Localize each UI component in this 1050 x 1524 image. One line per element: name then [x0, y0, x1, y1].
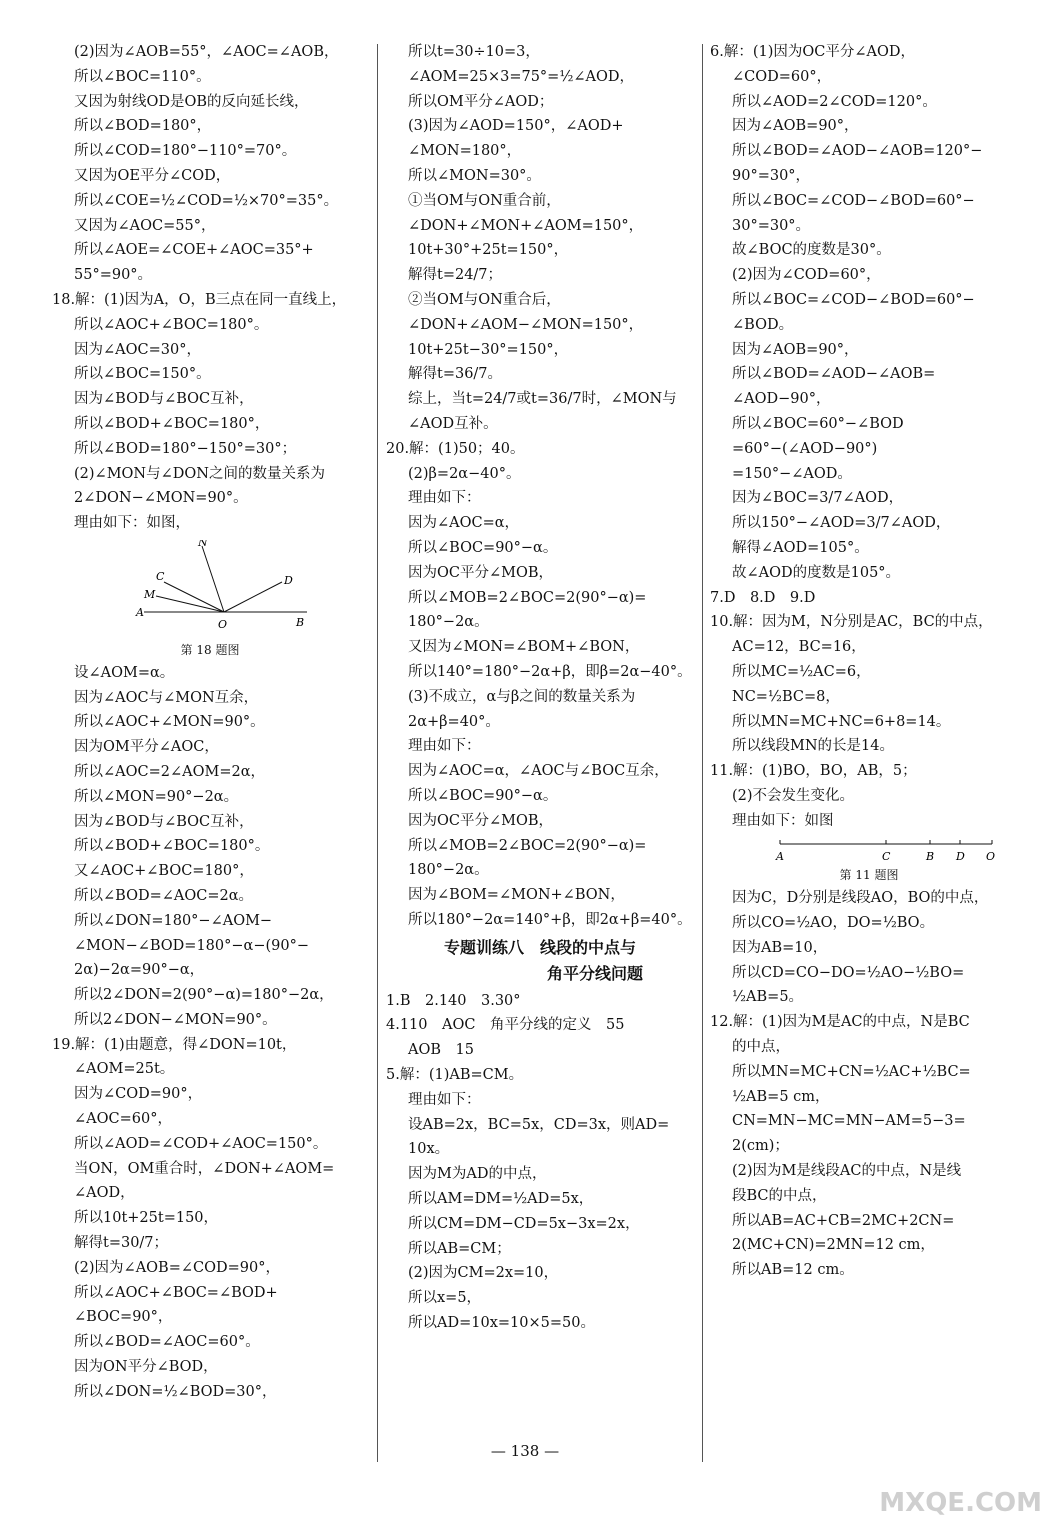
text-line: ∠DON+∠AOM−∠MON=150°， — [408, 316, 644, 333]
text-line: ∠AOM=25t。 — [74, 1061, 175, 1078]
text-line: (2)因为∠COD=60°， — [732, 267, 881, 284]
text-line: 10t+30°+25t=150°， — [408, 242, 569, 259]
fig18-label-c: C — [156, 569, 165, 583]
text-line: 所以AM=DM=½AD=5x， — [408, 1191, 594, 1208]
figure-18-caption: 第 18 题图 — [180, 642, 240, 657]
text-line: 又因为射线OD是OB的反向延长线， — [74, 93, 309, 110]
text-line: 故∠AOD的度数是105°。 — [732, 564, 901, 581]
text-line: 因为∠AOC=30°， — [74, 341, 201, 358]
text-line: 所以∠BOD+∠BOC=180°。 — [74, 838, 270, 855]
text-line: 因为∠AOC=α，∠AOC与∠BOC互余， — [408, 763, 669, 780]
text-line: 因为M为AD的中点， — [408, 1166, 547, 1183]
text-line: 所以MN=MC+NC=6+8=14。 — [732, 713, 951, 730]
text-line: 所以∠AOC+∠BOC=∠BOD+ — [74, 1284, 278, 1301]
text-line: 所以∠BOC=110°。 — [74, 68, 211, 85]
text-line: 4.110 AOC 角平分线的定义 55 — [386, 1017, 625, 1034]
text-line: 所以x=5， — [408, 1290, 482, 1307]
section-heading — [386, 935, 694, 987]
watermark: MXQE.COM — [879, 1488, 1042, 1518]
text-line: ∠AOD， — [74, 1185, 135, 1202]
text-line: ∠MON=180°， — [408, 143, 522, 160]
fig18-label-m: M — [144, 587, 156, 601]
text-line: 所以MC=½AC=6， — [732, 663, 871, 680]
fig18-label-a: A — [136, 605, 144, 619]
text-line: 所以∠MON=30°。 — [408, 167, 541, 184]
text-line: 解得∠AOD=105°。 — [732, 539, 869, 556]
text-line: 11.解：(1)BO，BO，AB，5； — [710, 763, 917, 780]
text-line: 10.解：因为M，N分别是AC，BC的中点， — [710, 614, 993, 631]
text-line: 2(cm)； — [732, 1138, 789, 1155]
text-line: 55°=90°。 — [74, 267, 153, 284]
text-line: 因为ON平分∠BOD， — [74, 1359, 218, 1376]
text-line: 所以∠BOD+∠BOC=180°， — [74, 415, 270, 432]
text-line: NC=½BC=8， — [732, 688, 840, 705]
column-middle — [386, 40, 694, 1336]
column-left — [52, 40, 368, 1405]
text-line: 所以∠AOE=∠COE+∠AOC=35°+ — [74, 242, 314, 259]
text-line: 所以∠BOD=∠AOD−∠AOB= — [732, 366, 936, 383]
text-line: 所以10t+25t=150， — [74, 1210, 219, 1227]
text-line: 2∠DON−∠MON=90°。 — [74, 490, 248, 507]
col1b-text — [52, 661, 368, 1405]
text-line: 7.D 8.D 9.D — [710, 589, 816, 606]
text-line: 所以∠AOD=2∠COD=120°。 — [732, 93, 937, 110]
text-line: 设AB=2x，BC=5x，CD=3x，则AD= — [408, 1116, 670, 1133]
text-line: ∠AOM=25×3=75°=½∠AOD， — [408, 68, 635, 85]
fig11-label-a: A — [776, 849, 784, 863]
text-line: ∠AOD互补。 — [408, 415, 498, 432]
text-line: (2)因为∠AOB=∠COD=90°， — [74, 1259, 280, 1276]
text-line: 所以CM=DM−CD=5x−3x=2x， — [408, 1215, 640, 1232]
text-line: 所以OM平分∠AOD； — [408, 93, 554, 110]
fig11-label-d: D — [956, 849, 965, 863]
text-line: 所以MN=MC+CN=½AC+½BC= — [732, 1063, 971, 1080]
fig18-label-d: D — [284, 573, 293, 587]
text-line: 所以∠MOB=2∠BOC=2(90°−α)= — [408, 837, 647, 854]
text-line: 所以∠AOD=∠COD+∠AOC=150°。 — [74, 1135, 328, 1152]
text-line: 因为∠BOC=3/7∠AOD， — [732, 490, 904, 507]
text-line: 所以∠DON=½∠BOD=30°， — [74, 1383, 277, 1400]
text-line: ∠BOD。 — [732, 316, 794, 333]
text-line: 18.解：(1)因为A，O，B三点在同一直线上， — [52, 291, 347, 308]
figure-11-caption: 第 11 题图 — [839, 868, 899, 883]
text-line: =60°−(∠AOD−90°) — [732, 440, 878, 457]
text-line: 所以AB=CM； — [408, 1240, 511, 1257]
text-line: 又因为∠AOC=55°， — [74, 217, 216, 234]
text-line: 所以CO=½AO，DO=½BO。 — [732, 915, 935, 932]
text-line: 90°=30°， — [732, 167, 811, 184]
text-line: 所以AD=10x=10×5=50。 — [408, 1315, 595, 1332]
text-line: (2)∠MON与∠DON之间的数量关系为 — [74, 465, 325, 482]
text-line: 解得t=36/7。 — [408, 366, 503, 383]
text-line: 所以∠MON=90°−2α。 — [74, 788, 239, 805]
fig18-label-n: N — [198, 539, 208, 549]
fig11-label-o: O — [986, 849, 996, 863]
text-line: 所以∠BOC=90°−α。 — [408, 539, 558, 556]
text-line: 所以∠DON=180°−∠AOM− — [74, 912, 273, 929]
text-line: (3)不成立，α与β之间的数量关系为 — [408, 688, 636, 705]
text-line: 因为AB=10， — [732, 939, 828, 956]
text-line: 因为∠COD=90°， — [74, 1086, 203, 1103]
text-line: 2α+β=40°。 — [408, 713, 500, 730]
col3b-text — [710, 886, 1028, 1283]
column-divider-2 — [702, 44, 703, 1462]
text-line: CN=MN−MC=MN−AM=5−3= — [732, 1113, 966, 1130]
text-line: 19.解：(1)由题意，得∠DON=10t， — [52, 1036, 297, 1053]
text-line: 当ON，OM重合时，∠DON+∠AOM= — [74, 1160, 335, 1177]
figure-18-diagram — [52, 540, 368, 632]
text-line: 解得t=24/7； — [408, 267, 503, 284]
text-line: 因为∠AOB=90°， — [732, 341, 859, 358]
text-line: 因为∠BOM=∠MON+∠BON， — [408, 887, 625, 904]
fig18-label-o: O — [218, 617, 228, 631]
text-line: 所以AB=AC+CB=2MC+2CN= — [732, 1212, 955, 1229]
text-line: 又∠AOC+∠BOC=180°， — [74, 863, 254, 880]
fig11-label-c: C — [882, 849, 891, 863]
text-line: ∠AOC=60°， — [74, 1111, 172, 1128]
text-line: 所以∠BOD=180°， — [74, 118, 212, 135]
figure-11-diagram — [710, 838, 1028, 868]
text-line: 1.B 2.140 3.30° — [386, 992, 521, 1009]
text-line: 因为∠AOB=90°， — [732, 118, 859, 135]
text-line: 所以150°−∠AOD=3/7∠AOD， — [732, 515, 951, 532]
text-line: 所以t=30÷10=3， — [408, 44, 540, 60]
col2-text — [386, 40, 694, 933]
text-line: 因为∠AOC与∠MON互余， — [74, 689, 259, 706]
column-divider-1 — [377, 44, 378, 1462]
text-line: 所以∠BOD=∠AOC=60°。 — [74, 1334, 260, 1351]
text-line: AC=12，BC=16， — [732, 639, 866, 656]
text-line: (2)因为CM=2x=10， — [408, 1265, 559, 1282]
text-line: 6.解：(1)因为OC平分∠AOD， — [710, 44, 915, 60]
text-line: 段BC的中点， — [732, 1187, 827, 1204]
text-line: 2α)−2α=90°−α， — [74, 962, 205, 979]
text-line: 因为C，D分别是线段AO，BO的中点， — [732, 890, 989, 907]
text-line: 因为OC平分∠MOB， — [408, 564, 554, 581]
text-line: =150°−∠AOD。 — [732, 465, 852, 482]
text-line: (3)因为∠AOD=150°，∠AOD+ — [408, 118, 624, 135]
text-line: 故∠BOC的度数是30°。 — [732, 242, 891, 259]
text-line: 所以∠AOC=2∠AOM=2α， — [74, 763, 265, 780]
col3-text — [710, 40, 1028, 834]
text-line: 所以∠COD=180°−110°=70°。 — [74, 143, 297, 160]
text-line: 所以线段MN的长是14。 — [732, 738, 894, 755]
page-number: — 138 — — [490, 1442, 560, 1460]
text-line: ½AB=5。 — [732, 989, 804, 1006]
text-line: 设∠AOM=α。 — [74, 664, 175, 681]
text-line: 综上，当t=24/7或t=36/7时，∠MON与 — [408, 391, 677, 408]
text-line: 所以∠MOB=2∠BOC=2(90°−α)= — [408, 589, 647, 606]
figure-11 — [710, 838, 1028, 885]
text-line: 所以AB=12 cm。 — [732, 1262, 854, 1279]
text-line: 解得t=30/7； — [74, 1235, 169, 1252]
text-line: 180°−2α。 — [408, 614, 489, 631]
text-line: 因为OC平分∠MOB， — [408, 812, 554, 829]
text-line: 所以∠BOC=∠COD−∠BOD=60°− — [732, 291, 975, 308]
text-line: (2)β=2α−40°。 — [408, 465, 521, 482]
text-line: 理由如下：如图 — [732, 812, 834, 829]
text-line: (2)不会发生变化。 — [732, 787, 855, 804]
text-line: 所以∠COE=½∠COD=½×70°=35°。 — [74, 192, 339, 209]
text-line: 理由如下： — [408, 738, 481, 755]
text-line: 12.解：(1)因为M是AC的中点，N是BC — [710, 1014, 970, 1031]
text-line: 所以∠BOD=∠AOC=2α。 — [74, 887, 254, 904]
text-line: 所以140°=180°−2α+β，即β=2α−40°。 — [408, 663, 692, 680]
text-line: 5.解：(1)AB=CM。 — [386, 1067, 524, 1084]
text-line: 10x。 — [408, 1141, 450, 1158]
text-line: 所以∠BOC=90°−α。 — [408, 787, 558, 804]
text-line: 所以∠AOC+∠BOC=180°。 — [74, 316, 269, 333]
text-line: ∠COD=60°， — [732, 68, 832, 85]
text-line: ∠BOC=90°， — [74, 1309, 173, 1326]
text-line: ∠MON−∠BOD=180°−α−(90°− — [74, 937, 309, 954]
text-line: 理由如下： — [408, 1091, 481, 1108]
text-line: 所以2∠DON=2(90°−α)=180°−2α， — [74, 987, 334, 1004]
text-line: 因为OM平分∠AOC， — [74, 739, 219, 756]
text-line: 所以CD=CO−DO=½AO−½BO= — [732, 964, 965, 981]
figure-18 — [52, 540, 368, 659]
text-line: ½AB=5 cm， — [732, 1088, 830, 1105]
fig18-ray-om — [156, 596, 224, 612]
text-line: 所以∠BOC=150°。 — [74, 366, 211, 383]
text-line: 所以180°−2α=140°+β，即2α+β=40°。 — [408, 911, 692, 928]
text-line: 理由如下： — [408, 490, 481, 507]
section-title-line2: 角平分线问题 — [546, 963, 643, 983]
fig11-label-b: B — [926, 849, 935, 863]
text-line: (2)因为∠AOB=55°，∠AOC=∠AOB， — [74, 44, 339, 60]
fig18-label-b: B — [296, 615, 305, 629]
text-line: ②当OM与ON重合后， — [408, 291, 561, 308]
text-line: 所以∠BOC=60°−∠BOD — [732, 415, 904, 432]
text-line: AOB 15 — [408, 1042, 474, 1059]
text-line: 所以∠AOC+∠MON=90°。 — [74, 714, 265, 731]
text-line: 10t+25t−30°=150°， — [408, 341, 569, 358]
text-line: 因为∠BOD与∠BOC互补， — [74, 813, 254, 830]
text-line: 因为∠BOD与∠BOC互补， — [74, 391, 254, 408]
text-line: 所以2∠DON−∠MON=90°。 — [74, 1011, 277, 1028]
col1-text — [52, 40, 368, 536]
text-line: 30°=30°。 — [732, 217, 811, 234]
text-line: 所以∠BOD=∠AOD−∠AOB=120°− — [732, 143, 983, 160]
text-line: 2(MC+CN)=2MN=12 cm， — [732, 1237, 935, 1254]
text-line: ∠DON+∠MON+∠AOM=150°， — [408, 217, 644, 234]
text-line: 因为∠AOC=α， — [408, 515, 520, 532]
text-line: ①当OM与ON重合前， — [408, 192, 561, 209]
text-line: 又因为OE平分∠COD， — [74, 167, 231, 184]
col2b-text — [386, 989, 694, 1336]
column-right — [710, 40, 1028, 1283]
text-line: 又因为∠MON=∠BOM+∠BON， — [408, 639, 640, 656]
text-line: 20.解：(1)50；40。 — [386, 440, 525, 457]
text-line: 的中点， — [732, 1039, 790, 1056]
text-line: 理由如下：如图， — [74, 515, 190, 532]
text-line: 所以∠BOC=∠COD−∠BOD=60°− — [732, 192, 975, 209]
text-line: 180°−2α。 — [408, 862, 489, 879]
text-line: (2)因为M是线段AC的中点，N是线 — [732, 1163, 962, 1180]
text-line: ∠AOD−90°， — [732, 391, 831, 408]
fig18-ray-od — [224, 582, 282, 612]
text-line: 所以∠BOD=180°−150°=30°； — [74, 440, 297, 457]
section-title-line1: 专题训练八 线段的中点与 — [443, 937, 636, 957]
